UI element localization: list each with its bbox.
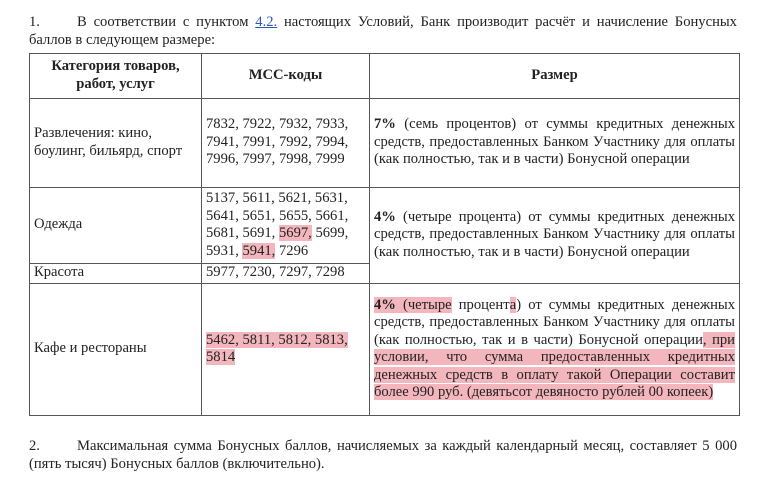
size-description: процент	[451, 296, 510, 313]
paragraph-1	[29, 14, 737, 49]
percent-value: 7%	[374, 116, 396, 133]
paragraph-2	[29, 438, 737, 473]
highlighted-text: а	[509, 296, 517, 313]
highlighted-mcc-code: 5697,	[278, 225, 312, 241]
mcc-cell: 5977, 7230, 7297, 7298	[202, 264, 370, 284]
mcc-cell	[202, 284, 370, 416]
category-cell: Развлечения: кино, боулинг, бильярд, спорт	[30, 99, 202, 188]
highlighted-mcc-codes: 5462, 5811, 5812, 5813, 5814	[206, 331, 348, 365]
header-category: Категория товаров, работ, услуг	[30, 54, 202, 99]
size-cell-shared	[370, 188, 740, 284]
percent-value: 4%	[374, 296, 396, 313]
mcc-codes-part: 5699, 5931,	[206, 225, 349, 259]
size-description: (четыре процента) от суммы кредитных денежных средств, предоставленных Банком Участнику для оплаты (как полностью, так и в части) Бонусной операции	[374, 208, 735, 260]
mcc-codes-part: 7296	[275, 242, 309, 259]
paragraph-2-number: 2.	[29, 438, 40, 454]
header-size: Размер	[370, 54, 740, 99]
highlighted-text: (четыре	[395, 296, 452, 313]
table-row-cafe	[30, 284, 740, 416]
size-description: ) от суммы кредитных денежных средств, предоставленных Банком Участнику для оплаты (как полностью, так и в части) Бонусной операции	[374, 296, 735, 348]
table-header-row	[30, 54, 740, 99]
header-mcc: MCC-коды	[202, 54, 370, 99]
size-cell	[370, 99, 740, 188]
size-cell	[370, 284, 740, 416]
clause-link[interactable]: 4.2.	[255, 14, 278, 30]
table-row-clothing	[30, 188, 740, 264]
highlighted-condition: , при условии, что сумма предоставленных кредитных денежных средств в оплату такой Операции составит более 990 руб. (девятьсот девяносто рублей 00 копеек)	[374, 331, 735, 400]
paragraph-1-number: 1.	[29, 14, 40, 30]
table-row-entertainment	[30, 99, 740, 188]
mcc-codes-part: 5137, 5611, 5621, 5631, 5641, 5651, 5655, 5661, 5681, 5691,	[206, 190, 349, 241]
size-description: (семь процентов) от суммы кредитных денежных средств, предоставленных Банком Участнику для оплаты (как полностью, так и в части) Бонусной операции	[374, 116, 735, 168]
percent-value: 4%	[374, 208, 396, 225]
paragraph-1-text-start: В соответствии с пунктом	[77, 14, 256, 30]
paragraph-2-text: Максимальная сумма Бонусных баллов, начисляемых за каждый календарный месяц, составляет 5 000 (пять тысяч) Бонусных баллов (включительно).	[29, 438, 737, 472]
bonus-table	[29, 53, 740, 416]
paragraph-1-text-end: настоящих Условий, Банк производит расчёт и начисление Бонусных баллов в следующем размере:	[29, 14, 737, 48]
mcc-cell: 7832, 7922, 7932, 7933, 7941, 7991, 7992, 7994, 7996, 7997, 7998, 7999	[202, 99, 370, 188]
mcc-cell	[202, 188, 370, 264]
category-cell: Красота	[30, 264, 202, 284]
category-cell: Одежда	[30, 188, 202, 264]
highlighted-mcc-code: 5941,	[242, 242, 276, 259]
category-cell: Кафе и рестораны	[30, 284, 202, 416]
